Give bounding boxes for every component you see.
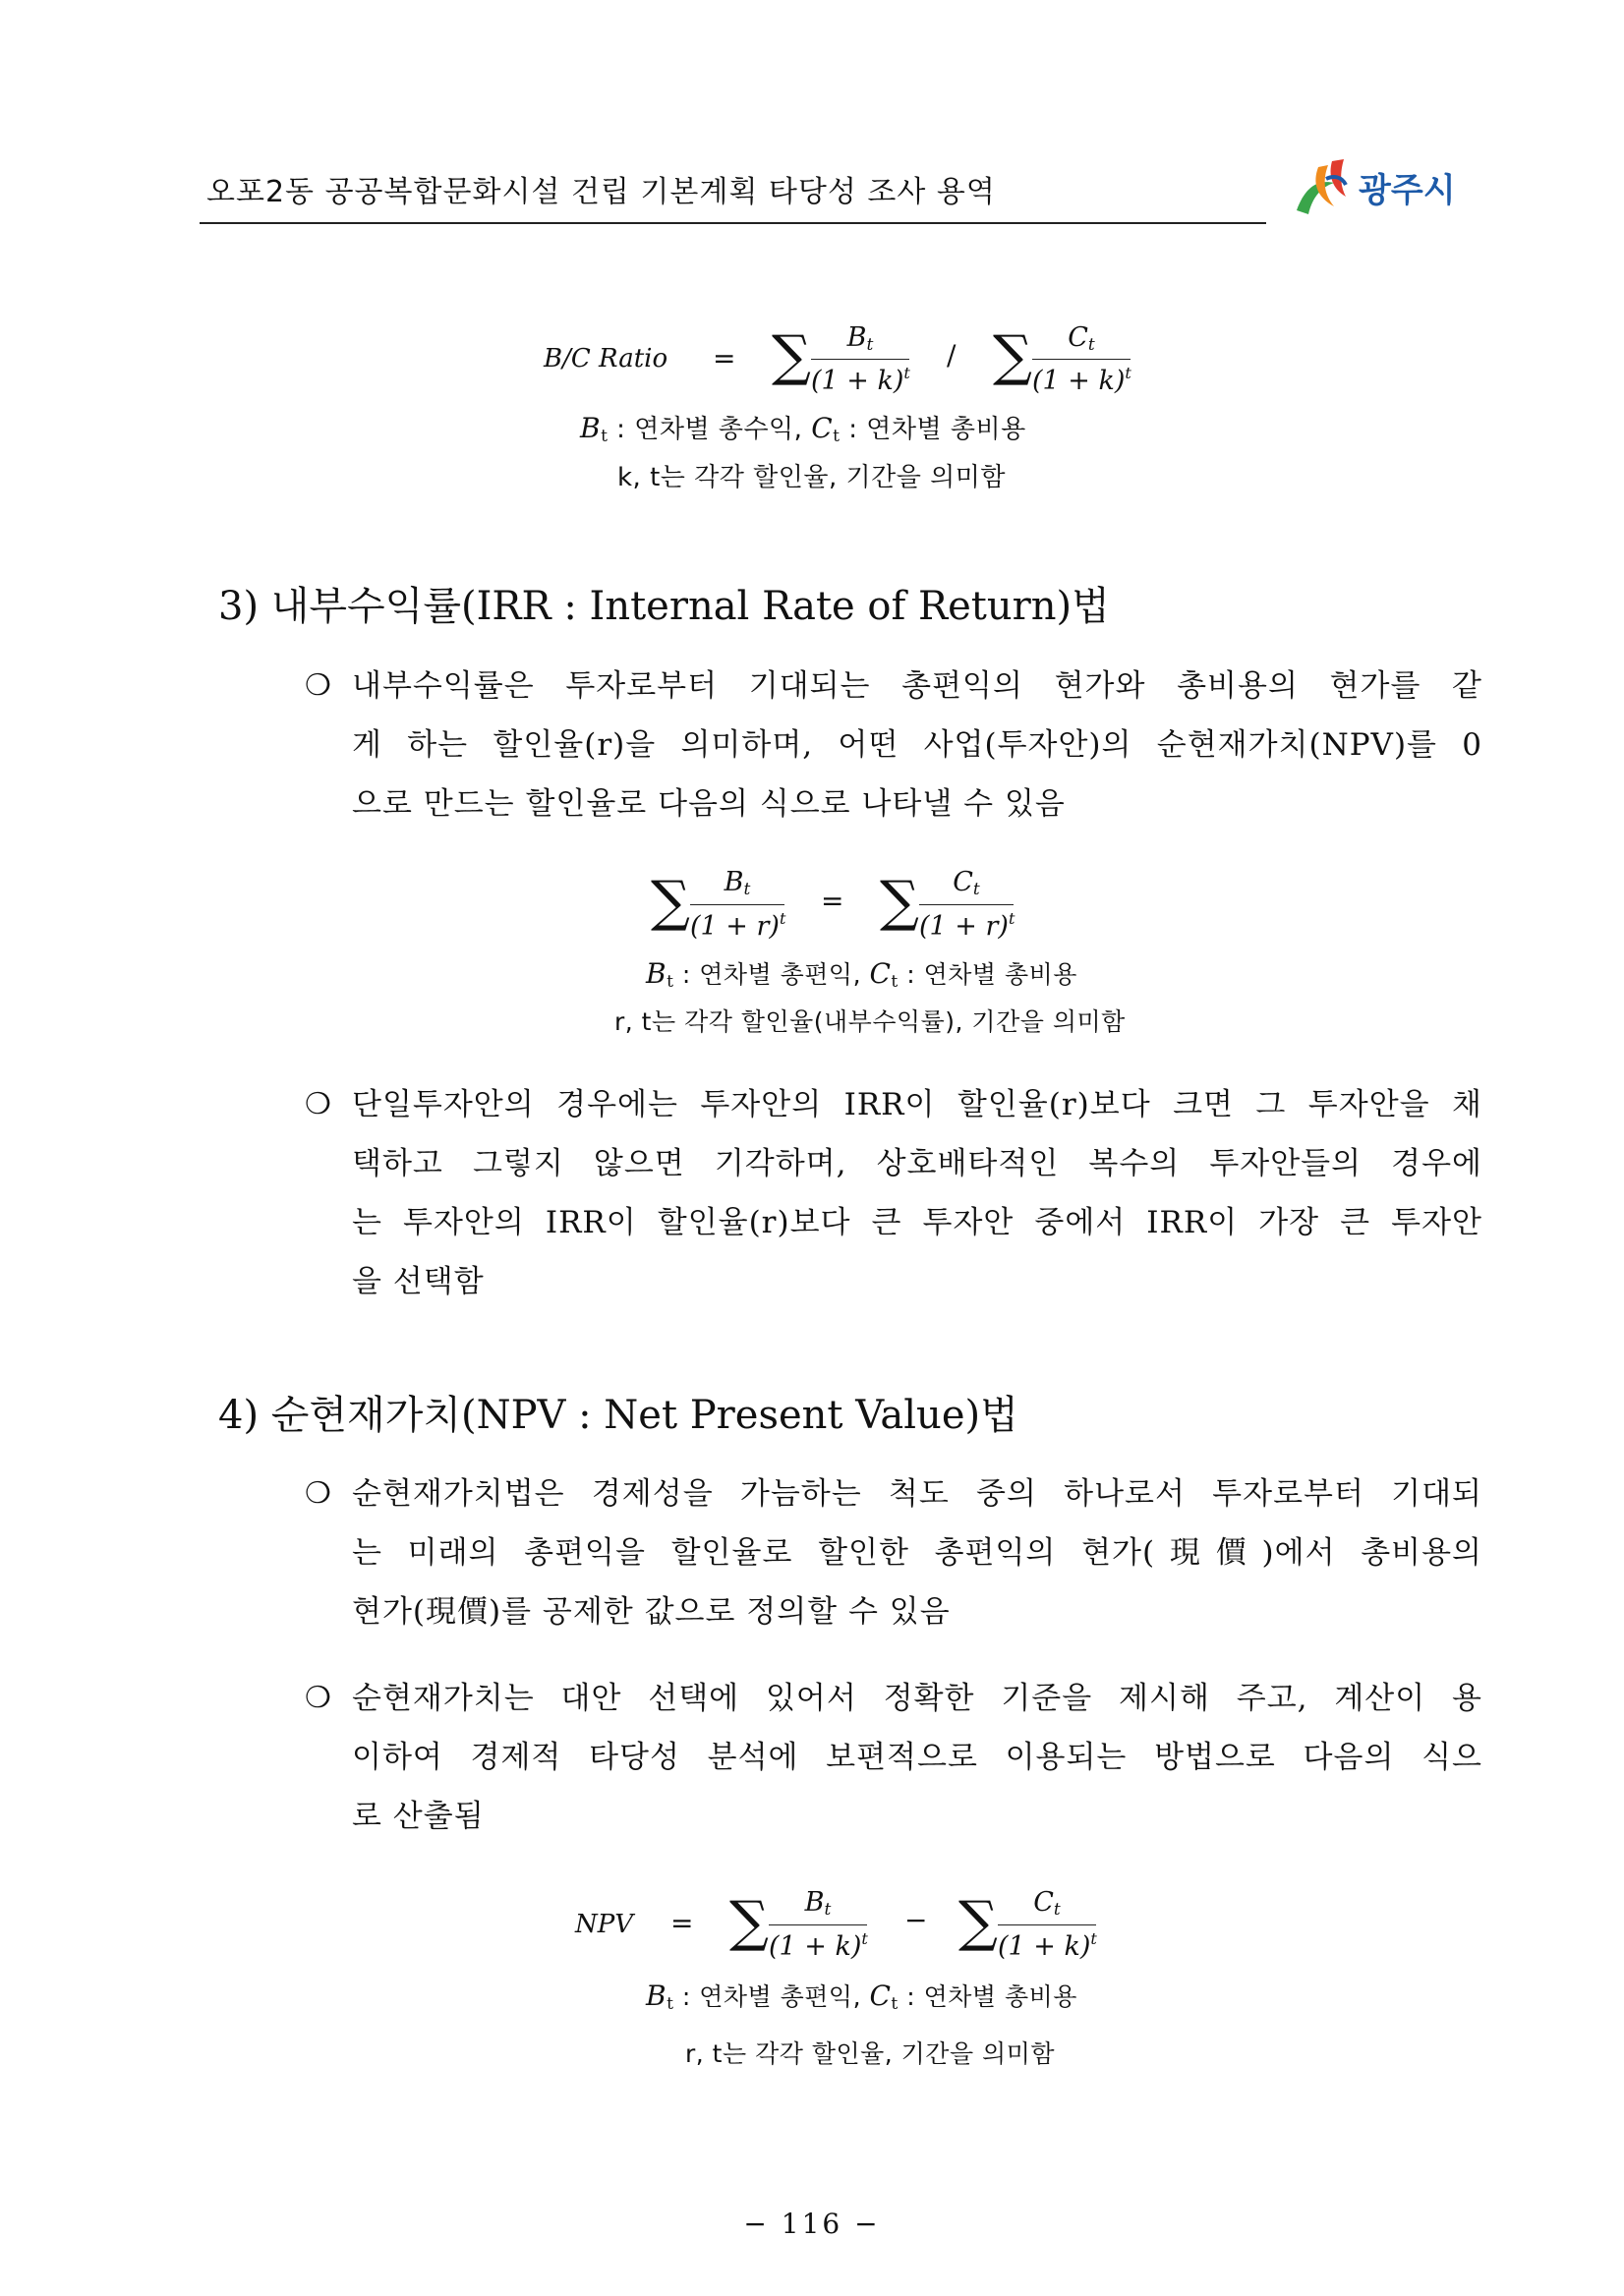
formula1-num1: $B_t$ [846,322,874,355]
section3-paragraph1: 내부수익률은 투자로부터 기대되는 총편익의 현가와 총비용의 현가를 같 게 하는 할인율(r)을 의미하며, 어떤 사업(투자안)의 순현재가치(NPV)를 0 으로 만드는 할인율로 다음의 식으로 나타낼 수 있음 [352,668,1482,822]
formula2-note1: $B_t$ : 연차별 총편익, $C_t$ : 연차별 총비용 [646,957,1077,992]
section4-heading: 4) 순현재가치(NPV : Net Present Value)법 [218,1393,1018,1438]
formula2-sigma1: ∑ [651,870,690,934]
formula2-num1: $B_t$ [724,867,751,899]
formula2-num2: $C_t$ [953,867,980,899]
section4-bullet2: ❍ [305,1681,331,1715]
formula3-eq: = [670,1907,694,1939]
formula1-fraction-bar1 [811,359,909,360]
formula2-op: = [821,885,844,917]
logo-text: 광주시 [1359,171,1456,210]
section4-paragraph2: 순현재가치는 대안 선택에 있어서 정확한 기준을 제시해 주고, 계산이 용 이하여 경제적 타당성 분석에 보편적으로 이용되는 방법으로 다음의 식으 로 산출됨 [352,1681,1482,1834]
formula3-num2: $C_t$ [1033,1887,1061,1920]
header-title: 오포2동 공공복합문화시설 건립 기본계획 타당성 조사 용역 [206,175,996,209]
formula1-op: / [947,339,957,372]
section3-bullet1: ❍ [305,668,331,703]
section3-heading: 3) 내부수익률(IRR : Internal Rate of Return)법 [218,584,1110,629]
section4-paragraph1: 순현재가치법은 경제성을 가늠하는 척도 중의 하나로서 투자로부터 기대되 는 미래의 총편익을 할인율로 할인한 총편익의 현가(現價)에서 총비용의 현가(現價)를 공제한 값으로 정의할 수 있음 [352,1476,1482,1630]
formula3-fraction-bar2 [998,1924,1096,1925]
formula3-lhs: NPV [575,1910,634,1939]
page-number: − 116 − [743,2208,881,2240]
formula3-sigma2: ∑ [958,1890,998,1954]
formula1-note2: k, t는 각각 할인율, 기간을 의미함 [617,463,1006,492]
formula3-note2: r, t는 각각 할인율, 기간을 의미함 [685,2039,1056,2068]
formula1-sigma2: ∑ [993,324,1032,388]
section4-bullet1: ❍ [305,1476,331,1511]
section3-paragraph2: 단일투자안의 경우에는 투자안의 IRR이 할인율(r)보다 크면 그 투자안을 채 택하고 그렇지 않으면 기각하며, 상호배타적인 복수의 투자안들의 경우에 는 투자안의 IRR이 할인율(r)보다 큰 투자안 중에서 IRR이 가장 큰 투자안 을 선택함 [352,1087,1482,1299]
formula1-num2: $C_t$ [1068,322,1095,355]
formula3-den1: (1 + k)$^t$ [769,1929,868,1962]
formula2-den2: (1 + r)$^t$ [919,909,1015,942]
formula3-num1: $B_t$ [804,1887,832,1920]
formula3-sigma1: ∑ [729,1890,769,1954]
formula1-sigma1: ∑ [772,324,811,388]
formula3-op: − [904,1904,928,1936]
formula1-lhs: B/C Ratio [544,344,668,373]
formula2-fraction-bar1 [690,904,784,905]
formula3-fraction-bar1 [769,1924,867,1925]
formula2-den1: (1 + r)$^t$ [690,909,786,942]
formula1-fraction-bar2 [1032,359,1131,360]
formula1-den2: (1 + k)$^t$ [1032,364,1131,396]
formula2-fraction-bar2 [919,904,1014,905]
formula1-note1: $B_t$ : 연차별 총수익, $C_t$ : 연차별 총비용 [580,412,1026,446]
formula3-note1: $B_t$ : 연차별 총편익, $C_t$ : 연차별 총비용 [646,1980,1077,2014]
formula2-sigma2: ∑ [880,870,919,934]
header-rule [200,222,1266,224]
formula1-eq: = [713,342,736,374]
section3-bullet2: ❍ [305,1087,331,1121]
formula3-den2: (1 + k)$^t$ [998,1929,1097,1962]
formula1-den1: (1 + k)$^t$ [811,364,910,396]
formula2-note2: r, t는 각각 할인율(내부수익률), 기간을 의미함 [614,1007,1126,1036]
